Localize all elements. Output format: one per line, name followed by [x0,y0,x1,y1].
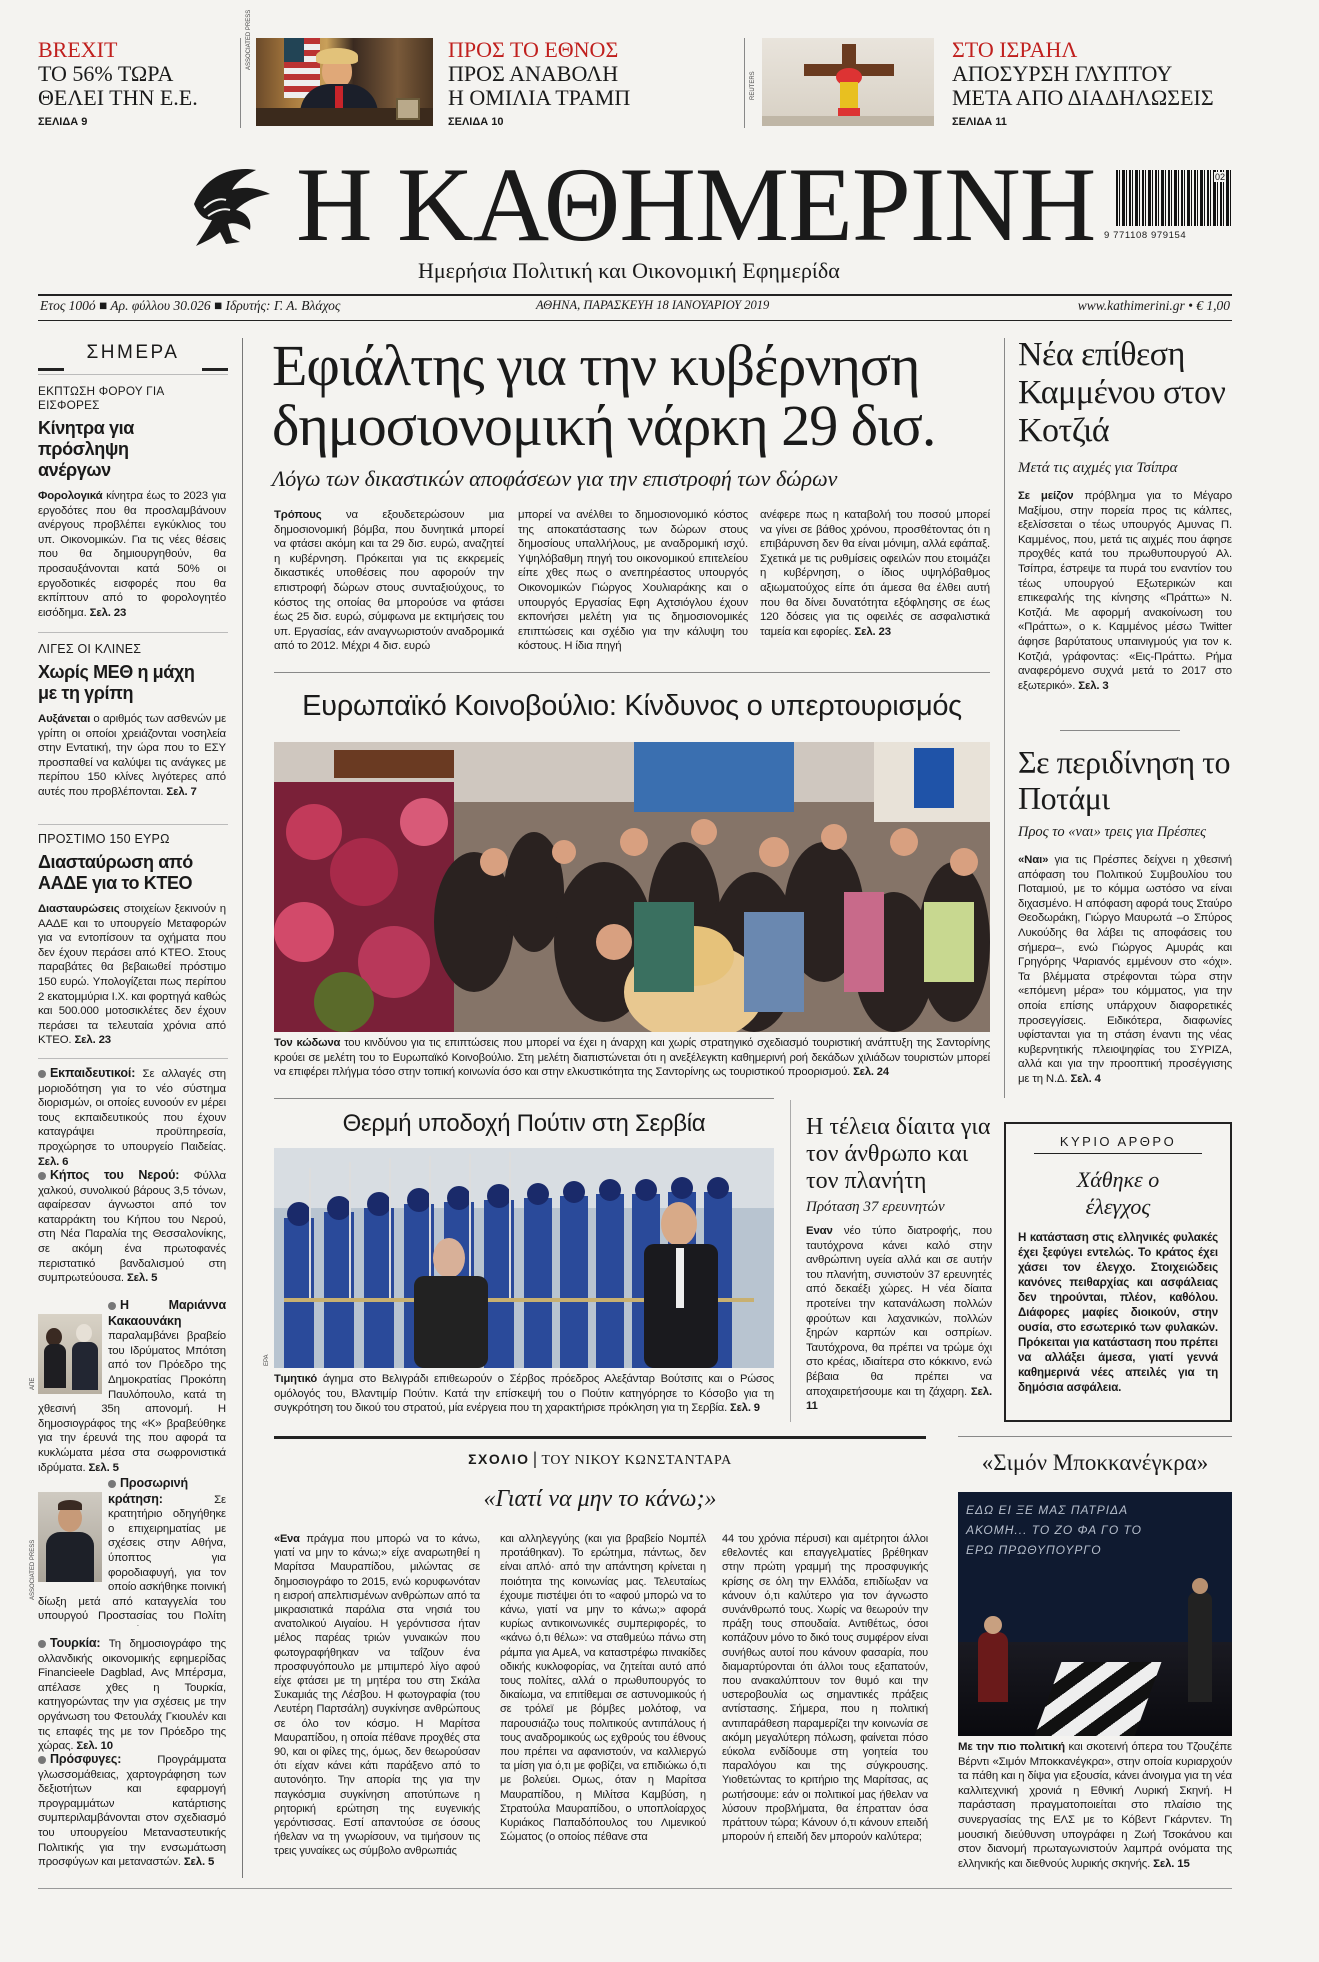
dateline-rule-bottom [38,320,1232,321]
left-column-header [38,342,228,368]
divider [744,38,745,128]
promo-page: ΣΕΛΙΔΑ 9 [38,116,88,128]
editorial-headline: Χάθηκε ο έλεγχος [1076,1167,1160,1219]
brief-text: Φορολογικά κίνητρα έως το 2023 για εργοδότες που θα προσλαμβάνουν ανέργους προβλέπει εγκύκλιος του υπ. Οικονομικών. Για τις νέες θέσεις που θα δημιουργηθούν, θα προσαυξάνονται κατά 50% οι εργοδοτικές εισφορές που θα εκπίπτουν από το φορολογητέο εισόδημα. Σελ. 23 [38,490,226,619]
column-divider [790,1100,791,1422]
santorini-crowd-photo [274,742,990,1032]
section-rule [274,672,990,673]
bullet-item[interactable]: Τουρκία: Τη δημοσιογράφο της ολλανδικής οικονομικής εφημερίδας Financieele Dagblad, Ανς Μπέρσμα, απέλασε χθες η Τουρκία, κατηγορώντας την για σχέσεις με την οργάνωση του Φετουλάχ Γκιουλέν και τις επαφές της με τον Πρόεδρο της χώρας. Σελ. 10 [38,1636,226,1753]
bullet-item[interactable]: Κήπος του Νερού: Φύλλα χαλκού, συνολικού βάρους 3,5 τόνων, αφαίρεσαν άγνωστοι από τον καταρράκτη του Κήπου του Νερού, στη Νέα Παραλία της Θεσσαλονίκης, σε ακόμη ένα πρωτοφανές περιστατικό βανδαλισμού στη συμπρωτεύουσα. Σελ. 5 [38,1168,226,1285]
kammenos-headline: Νέα επίθεση Καμμένου στον Κοτζιά [1018,336,1226,449]
opera-photo [958,1492,1232,1736]
left-column [30,340,228,1880]
promo-line: ΠΡΟΣ ΑΝΑΒΟΛΗ [448,61,619,86]
comment-col-3: 44 του χρόνια πέρυσι) και αμέτρητοι άλλοι εθελοντές και επαγγελματίες βρέθηκαν στην πρώτη γραμμή της προσφυγικής κρίσης σε όλη την Ελλάδα, επιδίωξαν να κάνουν ό,τι καλύτερο για τον άγνωστο συνάνθρωπό τους. Χωρίς να θεωρούν την πράξη τους σπουδαία. Αντιθέτως, όσοι κοπάζουν μόνο το δικό τους συμφέρον είναι συνήθως αυτοί που κάνουν φασαρία, που διαμαρτύρονται ότι άλλοι τους εξαπατούν, που ανακαλύπτουν τον θυμό και την υστεροβουλία ως σημαντικές πράξεις αντίστασης. Σήμερα, που η πολιτική αντιπαράθεση παραμερίζει την κοινωνία σε ακόμη μεγαλύτερη πόλωση, φαίνεται πόσο εύκολα ενδίδουμε στη γοητεία του παραλόγου και της σύγκρουσης. Υιοθετώντας το κριτήριο της Μαρίτσας, ας ρωτήσουμε: εάν οι πολιτικοί μας ήθελαν να λύσουν προβλήματα, θα έπρατταν όσα πράττουν τώρα; Κάνουν ό,τι κάνουν επειδή μπορούν ή επειδή δεν μπορούν καλύτερα; [722,1533,928,1844]
comment-label-row: ΣΧΟΛΙΟ | ΤΟΥ ΝΙΚΟΥ ΚΩΝΣΤΑΝΤΑΡΑ [468,1448,732,1468]
promo-page: ΣΕΛΙΔΑ 11 [952,116,1007,128]
dateline-right[interactable]: www.kathimerini.gr • € 1,00 [1077,298,1230,313]
lead-subhead: Λόγω των δικαστικών αποφάσεων για την επιστροφή των δώρων [272,466,838,491]
promo-line: ΜΕΤΑ ΑΠΟ ΔΙΑΔΗΛΩΣΕΙΣ [952,85,1214,110]
potami-headline: Σε περιδίνηση το Ποτάμι [1018,744,1230,816]
tourism-caption: Τον κώδωνα του κινδύνου για τις επιπτώσεις που μπορεί να έχει η άναρχη και χωρίς στρατηγικό σχεδιασμό τουριστική ανάπτυξη της Σαντορίνης κρούει σε μελέτη του το Ευρωπαϊκό Κοινοβούλιο. Στη μελέτη διαπιστώνεται ότι η ανεξέλεγκτη καθημερινή ροή δεκάδων χιλιάδων τουριστών μπορεί να επιφέρει πλήγμα τόσο στην τοπική κοινωνία όσο και στην ελκυστικότητα της Σαντορίνης ως τουριστικού προορισμού. Σελ. 24 [274,1037,990,1079]
comment-col-1: «Ενα πράγμα που μπορώ να το κάνω, γιατί να μην το κάνω;» είχε αναρωτηθεί η Μαρίτσα Μαυραπίδου, μιλώντας σε δημοσιογράφο το 2015, ενώ κορυφωνόταν η εισροή απελπισμένων ανθρώπων από τα μικρασιατικά παράλια στα νησιά του ανατολικού Αιγαίου. Η γερόντισσα ήταν μέλος παρέας τριών γυναικών που φωτογραφήθηκαν να ταΐζουν ένα προσφυγόπουλο με μπιμπερό λίγο αφού είχε φτάσει με τη μητέρα του στη Σκάλα Συκαμιάς της Λέσβου. Η φωτογραφία (του Λευτέρη Παρτσάλη) συγκίνησε ανθρώπους σε όλο τον κόσμο. Η Μαρίτσα Μαυραπίδου, η οποία πέθανε προχθές στα 90, και οι φίλες της, όμως, δεν θεωρούσαν ότι είχαν κάνει κάτι παράξενο από το αυτονόητο. Την απορία της για την παγκόσμια συγκίνηση αποτύπωνε η ρητορική ερώτηση της ευγενικής γερόντισσας. Εστί απαντούσε σε όσους ήθελαν να τη γνωρίσουν, να τιμήσουν τις τρεις γυναίκες ως σύμβολο ανθρωπιάς [274,1533,480,1858]
photo-credit: REUTERS [750,71,756,100]
bullet-icon [108,1302,116,1310]
barcode-issue: 02 [1215,172,1226,182]
bullet-icon [38,1070,46,1078]
detainee-photo [38,1492,102,1582]
diet-headline: Η τέλεια δίαιτα για τον άνθρωπο και τον πλανήτη [806,1114,991,1194]
promo-trump[interactable] [448,38,708,128]
comment-headline[interactable]: «Γιατί να μην το κάνω;» [483,1486,717,1512]
putin-headline[interactable]: Θερμή υποδοχή Πούτιν στη Σερβία [342,1110,706,1137]
kammenos-text: Σε μείζον πρόβλημα για το Μέγαρο Μαξίμου, στην πορεία προς τις κάλπες, εξελίσσεται ο τέως υπουργός Αμυνας Π. Καμμένος, που, μετά τις αιχμές που άφησε προχθές κατά του πρωθυπουργού Αλ. Τσίπρα, έστρεψε τα πυρά του εναντίον του τέως υπουργού Εξωτερικών και επικεφαλής της κίνησης «Πράττω» Ν. Κοτζιά. Με αφορμή ανακοίνωση του «Πράττω», ο κ. Καμμένος μέσω Twitter άφησε βαρύτατους υπαινιγμούς για τον κ. Κοτζιά, γράφοντας: «Εις-Πράττω. Ρήμα αναφερόμενο συχνά μετά το 2017 στο εξωτερικό». Σελ. 3 [1018,490,1232,692]
barcode-number: 9 771108 979154 [1104,230,1187,241]
photo-credit: ASSOCIATED PRESS [246,9,252,70]
section-rule [274,1098,774,1099]
masthead [0,146,1319,290]
brief-headline: Διασταύρωση από ΑΑΔΕ για το ΚΤΕΟ [38,852,193,893]
diet-story[interactable] [806,1114,992,1414]
dateline-left: Ετος 100ό ■ Αρ. φύλλου 30.026 ■ Ιδρυτής: Γ. Α. Βλάχος [40,298,341,313]
promo-line: Η ΟΜΙΛΙΑ ΤΡΑΜΠ [448,85,631,110]
lead-col-3: ανέφερε πως η καταβολή του ποσού μπορεί να γίνει σε βάθος χρόνου, προσθέτοντας ότι η επιβάρυνση δεν θα είναι μόνιμη, αλλά εφάπαξ. Σχετικά με τις ρυθμίσεις οφειλών που ετοιμάζει η κυβέρνηση, ο ίδιος υψηλόβαθμος αξιωματούχος είπε ότι άμεσα θα έλθει αυτή που θα δίνει δυνατότητα εξόφλησης σε έως 120 δόσεις για τις οφειλές σε ασφαλιστικά ταμεία και εφορίες. Σελ. 23 [760,509,990,638]
bullet-item[interactable]: Προσωρινή κράτηση: Σε κρατητήριο οδηγήθηκε ο επιχειρηματίας με σχέσεις στην Αθήνα, ύποπτος για φοροδιαφυγή, για τον οποίο ασκήθηκε ποινική δίωξη μετά από καταγγελία του υπουργού Προστασίας του Πολίτη [38,1476,226,1623]
potami-text: «Ναι» για τις Πρέσπες δείχνει η χθεσινή απόφαση του Πολιτικού Συμβουλίου του Ποταμιού, με το κόμμα ωστόσο να είναι διχασμένο. Η απόφαση αφορά τους Σταύρο Θεοδωράκη, Γιώργο Μαυρωτά –ο Σπύρος Λυκούδης θα λάβει τις αποφάσεις του σήμερα–, ενώ Γιώργος Αμυράς και Γρηγόρης Ψαριανός εμμένουν στο «όχι». Τα βλέμματα στρέφονται τώρα στην «επόμενη μέρα» του κόμματος, για την οποία επίσης υπάρχουν διαφορετικές προσεγγίσεις. Ειδικότερα, διαφωνίες υφίστανται για τη στάση έναντι της νέας κυβερνητικής πλειοψηφίας του ΣΥΡΙΖΑ, αλλά και για την προοπτική προσέγγισης με τη Ν.Δ. Σελ. 4 [1018,854,1232,1085]
lead-col-2: μπορεί να ανέλθει το δημοσιονομικό κόστος της αποκατάστασης των δώρων στους δημοσίους υπαλλήλους, με αναδρομική ισχύ. Υψηλόβαθμη πηγή του οικονομικού επιτελείου είπε χθες πως ο ανεπηρέαστος υπουργός Οικονομικών Γιώργος Χουλιαράκης και ο υπουργός Εργασίας Εφη Αχτσιόγλου έχουν εκπονήσει μελέτη για τις δημοσιονομικές επιπτώσεις και σχέδιο για την κάλυψη του κόστους. Η ίδια πηγή [518,509,748,653]
bullet-item[interactable]: Η Μαριάννα Κακαουνάκη παραλαμβάνει βραβείο του Ιδρύματος Μπότση από τον Πρόεδρο της Δημοκρατίας Προκόπη Παυλόπουλο, κατά τη χθεσινή 35η απονομή. Η δημοσιογράφος της «Κ» βραβεύθηκε για την έρευνά της που αφορά τα κυκλώματα μέσα στα σωφρονιστικά ιδρύματα. Σελ. 5 [38,1298,226,1474]
promo-category: ΣΤΟ ΙΣΡΑΗΛ [952,37,1078,62]
section-title: ΣΗΜΕΡΑ [86,342,180,363]
sculpture-photo [762,38,934,126]
column-divider [242,338,243,1878]
promo-israel[interactable] [952,38,1252,128]
bullet-item[interactable]: Εκπαιδευτικοί: Σε αλλαγές στη μοριοδότηση για το νέο σύστημα διορισμών, οι οποίες ευνοούν εν μέρει τους εκπαιδευτικούς που έχουν καταγράψει προϋπηρεσία, προχώρησε το υπουργείο Παιδείας. Σελ. 6 [38,1066,226,1168]
masthead-subtitle: Ημερήσια Πολιτική και Οικονομική Εφημερίδα [418,258,840,283]
brief-text: Διασταυρώσεις στοιχείων ξεκινούν η ΑΑΔΕ και το υπουργείο Μεταφορών για να εντοπίσουν τα οχήματα που δεν έχουν περάσει από ΚΤΕΟ. Στους παραβάτες θα βεβαιωθεί πρόστιμο 150 ευρώ. Υπολογίζεται πως περίπου 2 εκατομμύρια Ι.Χ. και φορτηγά καθώς και 500.000 μοτοσικλέτες δεν έχουν περάσει τα τελευταία χρόνια από ΚΤΕΟ. Σελ. 23 [38,903,226,1047]
bullet-icon [38,1640,46,1648]
editorial-text: Η κατάσταση στις ελληνικές φυλακές έχει ξεφύγει εντελώς. Το κράτος έχει χάσει τον έλεγχο. Στοιχειώδεις κανόνες πειθαρχίας και ασφάλειας δεν τηρούνται, πλέον, καθόλου. Διάφορες μαφίες διοικούν, στην ουσία, στο εσωτερικό των φυλακών. Πρόκειται για κατάσταση που πρέπει να αλλάξει άμεσα, γιατί γεννά καθημερινά νέες απειλές για τη δημόσια ασφάλεια. [1018,1231,1218,1394]
putin-caption: Τιμητικό άγημα στο Βελιγράδι επιθεωρούν ο Σέρβος πρόεδρος Αλεξάνταρ Βούτσιτς και ο Ρώσος ομόλογός του, Βλαντιμίρ Πούτιν. Κατά την επίσκεψή του ο Πούτιν κατηγόρησε το Κόσοβο για τη συγκρότηση του δικού του στρατού, μία ενέργεια που τη χαρακτήρισε πρόκληση για τη Σερβία. Σελ. 9 [274,1373,774,1415]
tourism-headline[interactable]: Ευρωπαϊκό Κοινοβούλιο: Κίνδυνος ο υπερτουρισμός [302,690,962,722]
diet-subhead: Πρόταση 37 ερευνητών [806,1199,945,1215]
editorial-box[interactable] [1004,1122,1232,1422]
bullet-icon [108,1480,116,1488]
promo-band [0,0,1319,140]
brief-kicker: ΛΙΓΕΣ ΟΙ ΚΛΙΝΕΣ [38,642,142,656]
promo-category: BREXIT [38,37,118,62]
santorini-crowd-illustration [274,742,990,1032]
opera-text: Με την πιο πολιτική και σκοτεινή όπερα του Τζουζέπε Βέρντι «Σιμόν Μποκκανέγκρα», στην οποία κυριαρχούν τα πάθη και η δίψα για εξουσία, κάνει άνοιγμα για τη νέα καλλιτεχνική χρονιά η Εθνική Λυρική Σκηνή. Η παράσταση πραγματοποιείται στο πλαίσιο της συνεργασίας της ΕΛΣ με το Κόβεντ Γκάρντεν. Τη μουσική διεύθυνση υπογράφει η Ζωή Τσοκάνου και στον διανομή πρωταγωνιστούν λαμπρά ονόματα της ελληνικής και διεθνούς λυρικής σκηνής. Σελ. 15 [958,1741,1232,1870]
brief-headline: Χωρίς ΜΕΘ η μάχη με τη γρίπη [38,662,195,703]
brief-text: Αυξάνεται ο αριθμός των ασθενών με γρίπη οι οποίοι χρειάζονται νοσηλεία στην Εντατική, την ώρα που το ΕΣΥ προσπαθεί να καλύψει τις ανάγκες με περίπου 150 κλίνες λιγότερες από αυτές που προβλέπονται. Σελ. 7 [38,713,226,798]
diet-text: Εναν νέο τύπο διατροφής, που ταυτόχρονα κάνει καλό στην ανθρώπινη υγεία αλλά και σε αυτήν του πλανήτη, συνιστούν 37 ερευνητές από δεκαέξι χώρες. Η νέα δίαιτα προτείνει την κατανάλωση πολλών φρούτων και λαχανικών, πολλών ξηρών καρπών και οσπρίων. Ταυτόχρονα, θα πρέπει να τρώμε όχι στο κρέας, ιδιαίτερα στο κόκκινο, ενώ βέβαια θα πρέπει να αποχαιρετήσουμε και τη ζάχαρη. Σελ. 11 [806,1225,993,1413]
promo-category: ΠΡΟΣ ΤΟ ΕΘΝΟΣ [448,37,619,62]
photo-credit: ASSOCIATED PRESS [30,1539,36,1600]
putin-serbia-photo [274,1148,774,1368]
award-photo [38,1314,102,1394]
bullet-item[interactable]: Πρόσφυγες: Προγράμματα γλωσσομάθειας, χαρτογράφηση των δεξιοτήτων και εφαρμογή προγραμμάτων κατάρτισης συμπεριλαμβάνονται στον σχεδιασμό του υπουργείου Μεταναστευτικής Πολιτικής για την ενσωμάτωση προσφύγων και μεταναστών. Σελ. 5 [38,1752,226,1869]
lead-story[interactable] [272,333,992,492]
trump-photo [256,38,433,126]
bullet-icon [38,1756,46,1764]
comment-label: ΣΧΟΛΙΟ [468,1451,530,1467]
comment-author: ΤΟΥ ΝΙΚΟΥ ΚΩΝΣΤΑΝΤΑΡΑ [541,1453,732,1468]
editorial-label: ΚΥΡΙΟ ΑΡΘΡΟ [1034,1134,1202,1154]
dateline-center: ΑΘΗΝΑ, ΠΑΡΑΣΚΕΥΗ 18 ΙΑΝΟΥΑΡΙΟΥ 2019 [536,298,770,312]
photo-credit: ΑΠΕ [30,1377,36,1390]
potami-story[interactable] [1018,744,1232,1087]
brief-kicker: ΠΡΟΣΤΙΜΟ 150 ΕΥΡΩ [38,832,170,846]
promo-line: ΑΠΟΣΥΡΣΗ ΓΛΥΠΤΟΥ [952,61,1173,86]
dateline [38,298,1232,318]
section-rule [1060,730,1180,731]
brief-headline: Κίνητρα για πρόσληψη ανέργων [38,418,134,480]
brief-item[interactable] [38,642,226,800]
lead-headline: Εφιάλτης για την κυβέρνηση δημοσιονομική νάρκη 29 δισ. [272,333,936,458]
potami-subhead: Προς το «ναι» τρεις για Πρέσπες [1018,824,1206,840]
promo-line: ΘΕΛΕΙ ΤΗΝ Ε.Ε. [38,85,198,110]
dateline-rule-top [38,294,1232,296]
griffin-logo-icon [186,164,276,252]
comment-rule [274,1436,926,1439]
kammenos-story[interactable] [1018,336,1232,693]
masthead-title: Η ΚΑΘΗΜΕΡΙΝΗ [296,146,1096,263]
comment-col-2: και αλληλεγγύης (και για βραβείο Νομπέλ προτάθηκαν). Το ερώτημα, πάντως, δεν είναι απλό· από την απάντηση κρίνεται η ποιότητα της κοινωνίας μας. Τελευταίως έχουμε πιστέψει ότι το «αφού μπορώ να το κάνω, γιατί να μην το κάνω;» αφορά κυρίως αντικοινωνικές συμπεριφορές, το «κάνω ό,τι θέλω»: να σταθμεύω πάνω στη ράμπα για ΑμεΑ, να καταστρέφω πινακίδες οδικής κυκλοφορίας, να ζητείται αυτό από τους πολίτες, αλλά ο πρωθυπουργός το δικαίωμα, να επιτίθεμαι σε αστυνομικούς ή σε τρόλεϊ με βόμβες μολότοφ, να παρουσιάζω τους πολιτικούς αντιπάλους ή τους αναδρομικούς ως εχθρούς του έθνους που πρέπει να αφανιστούν, να καλλιεργώ τα μίση για ό,τι με φοβίζει, να επιδιώκω ό,τι με βολεύει. Ομως, όταν η Μαρίτσα Μαυραπίδου, η Μιλίτσα Καμβύση, η Στρατούλα Μαυραπίδου, ο υποπλοίαρχος Κυριάκος Παπαδόπουλος του Λιμενικού Σώματος (ο οποίος πέθανε στα [500,1533,706,1844]
brief-kicker: ΕΚΠΤΩΣΗ ΦΟΡΟΥ ΓΙΑ ΕΙΣΦΟΡΕΣ [38,384,164,412]
opera-headline[interactable]: «Σιμόν Μποκκανέγκρα» [981,1450,1209,1475]
divider [240,38,241,128]
column-divider [1004,338,1005,1098]
brief-item[interactable] [38,384,226,620]
bullet-icon [38,1172,46,1180]
kammenos-subhead: Μετά τις αιχμές για Τσίπρα [1018,460,1178,476]
page-bottom-rule [38,1888,1232,1889]
promo-line: ΤΟ 56% ΤΩΡΑ [38,61,174,86]
opera-board-text: ΕΔΩ ΕΙ ΞΕ ΜΑΣ ΠΑΤΡΙΔΑ ΑΚΟΜΗ... ΤΟ ΖΟ ΦΑ ΓΟ ΤΟ ΕΡΩ ΠΡΩΘΥΠΟΥΡΓΟ [966,1503,1142,1557]
lead-col-1: Τρόπους να εξουδετερώσουν μια δημοσιονομική βόμβα, που δυνητικά μπορεί να φτάσει ακόμη και τα 29 δισ. ευρώ, αναζητεί η κυβέρνηση. Πρόκειται για τις εκκρεμείς δικαστικές υποθέσεις που αφορούν την επιστροφή δώρων στους συνταξιούχους, το κόστος της οποίας θα μπορούσε να φτάσει έως 25 δισ. ευρώ, σύμφωνα με εκτιμήσεις του υπ. Εργασίας, εάν αναγνωριστούν αναδρομικά από το 2012. Μέχρι 4 δισ. ευρώ [274,509,504,653]
honor-guard-illustration [274,1148,774,1368]
opera-rule [958,1436,1232,1437]
promo-page: ΣΕΛΙΔΑ 10 [448,116,504,128]
brief-item[interactable] [38,832,226,1048]
photo-credit: EPA [264,1354,270,1366]
promo-brexit[interactable] [38,38,238,128]
